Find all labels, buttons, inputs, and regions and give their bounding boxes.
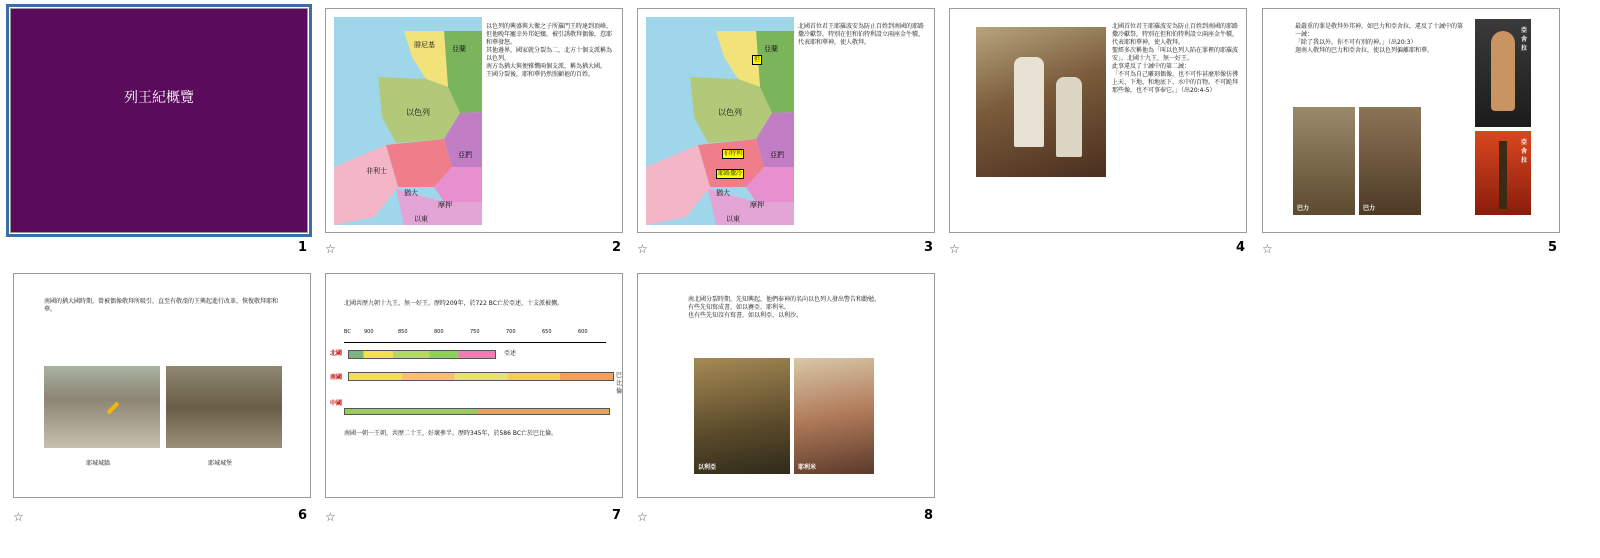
map-label: 摩押: [750, 201, 764, 209]
slide-text: 北國首位君王耶羅波安為防止百姓到南國的耶路撒冷獻祭，特別在但和伯特利設立兩座金牛犢，代表耶和華神，使人敬拜。 聖經多次稱他為「叫以色列人陷在罪裡的耶羅波安」。北國十九王，無一好王。 此事違反了十誡中的第二誡： 「不可為自己雕刻偶像，也不可作甚麼形像彷彿上天、下地、和地底下、水中的百物。不可跪拜那些像，也不可事奉它。」（出20:4-5）: [1112, 23, 1239, 94]
timeline-tick: 900: [364, 329, 374, 335]
timeline-row-label: 南國: [330, 374, 343, 381]
slide-thumbnail-6[interactable]: [13, 273, 311, 498]
star-icon: ☆: [637, 510, 648, 524]
star-icon: ☆: [325, 510, 336, 524]
map-label: 亞捫: [770, 151, 784, 159]
slide-number: 1: [298, 240, 308, 255]
slide-thumbnail-5[interactable]: [1262, 8, 1560, 233]
south-kingdom-bar: [348, 372, 614, 381]
timeline-tick: 600: [578, 329, 588, 335]
slide-thumbnail-4[interactable]: [949, 8, 1247, 233]
slide-text: 以色列的興盛與大衛之子所羅門王時達到頂峰，但他晚年寵幸外邦妃嬪，被引誘敬拜偶像，惹耶和華發怒。 其他邊界，國家就分裂為二，北方十個支派稱為以色列， 南方為猶大與便雅憫兩個支派，稱為猶大國。 王國分裂後，耶和華仍然照顧祂的百姓。: [486, 23, 613, 78]
photo-caption: 耶城城堡: [208, 460, 233, 467]
timeline-row-label: 中國: [330, 400, 343, 407]
timeline-tick: 650: [542, 329, 552, 335]
wall-photo: [44, 366, 160, 448]
map-label: 猶大: [404, 189, 418, 197]
priest-painting: [976, 27, 1106, 177]
photo-caption: 以利亞: [698, 464, 717, 471]
slide-thumbnail-1[interactable]: [10, 8, 308, 233]
photo-caption: 耶利米: [798, 464, 817, 471]
baal-statue-photo: [1293, 107, 1355, 215]
map-label: 亞捫: [458, 151, 472, 159]
slide-thumbnail-3[interactable]: [637, 8, 935, 233]
timeline-row-label: 北國: [330, 350, 343, 357]
map-label-jerusalem: 耶路撒冷: [718, 170, 743, 177]
slide-number: 3: [924, 240, 934, 255]
timeline-tick: 800: [434, 329, 444, 335]
timeline-tick: 850: [398, 329, 408, 335]
map-label: 以東: [726, 215, 740, 223]
jeremiah-painting: [794, 358, 874, 474]
slide-number: 4: [1236, 240, 1246, 255]
slide-text: 最嚴重的罪是敬拜外邦神，如巴力和亞舍拉，違反了十誡中的第一誡： 「除了我以外，你不可有別的神。」（出20:3） 迦南人敬拜的巴力和亞舍拉，使以色列偏離耶和華。: [1295, 23, 1464, 54]
slide-number: 6: [298, 508, 308, 523]
asherah-figurine-photo: [1475, 19, 1531, 127]
slide-text: 北國首位君王耶羅波安為防止百姓到南國的耶路撒冷獻祭，特別在但和伯特利設立兩座金牛犢，代表耶和華神，使人敬拜。: [798, 23, 925, 46]
map-label: 以色列: [718, 108, 742, 117]
map-label: 亞蘭: [452, 45, 466, 53]
baal-statue-photo: [1359, 107, 1421, 215]
map-label: 以色列: [406, 108, 430, 117]
map-label: 猶大: [716, 189, 730, 197]
slide-text: 北國共歷九朝十九王，無一好王。歷時209年，於722 BC亡於亞述，十支派被擄。: [344, 300, 564, 307]
slide-number: 5: [1548, 240, 1558, 255]
map-label: 以東: [414, 215, 428, 223]
north-kingdom-bar: [348, 350, 496, 359]
asherah-figure-photo: [1475, 131, 1531, 215]
star-icon: ☆: [949, 242, 960, 256]
slide-text: 南國一朝一王朝，共歷二十王，好壞參半。歷時345年，於586 BC亡於巴比倫。: [344, 430, 558, 437]
star-icon: ☆: [1262, 242, 1273, 256]
timeline-tick: BC: [344, 329, 351, 335]
photo-caption: 耶城城牆: [86, 460, 111, 467]
timeline-end-label: 巴比倫: [616, 372, 623, 395]
timeline-end-label: 亞述: [504, 350, 517, 357]
star-icon: ☆: [325, 242, 336, 256]
israel-map: [334, 17, 482, 225]
china-bar: [344, 408, 610, 415]
slide-number: 8: [924, 508, 934, 523]
slide-title: 列王紀概覽: [124, 90, 194, 106]
timeline-tick: 750: [470, 329, 480, 335]
map-label-bethel: 伯特利: [724, 150, 743, 157]
slide-text: 南北國分裂時期，先知興起，他們奉神的名向以色列人發出警告和勸勉。 有些先知寫成書，如以賽亞、耶利米。 也有些先知沒有寫書，如以利亞、以利沙。: [688, 296, 881, 319]
israel-map: [646, 17, 794, 225]
slide-thumbnail-8[interactable]: [637, 273, 935, 498]
slide-thumbnail-2[interactable]: [325, 8, 623, 233]
star-icon: ☆: [13, 510, 24, 524]
timeline-ruler: [344, 328, 606, 343]
slide-number: 2: [612, 240, 622, 255]
slide-number: 7: [612, 508, 622, 523]
map-label: 非利士: [366, 167, 387, 175]
slide-thumbnail-7[interactable]: [325, 273, 623, 498]
slide-text: 南國的猶大國時期，曾被偶像敬拜所吸引，直至有敬虔的王興起進行改革，恢復敬拜耶和華。: [44, 298, 279, 313]
map-label-dan: 但: [754, 56, 761, 63]
elijah-painting: [694, 358, 790, 474]
map-label: 腓尼基: [414, 41, 435, 49]
photo-caption: 亞舍拉: [1521, 139, 1528, 164]
map-label: 摩押: [438, 201, 452, 209]
photo-caption: 亞舍拉: [1521, 27, 1528, 52]
fortress-photo: [166, 366, 282, 448]
map-label: 亞蘭: [764, 45, 778, 53]
photo-caption: 巴力: [1363, 205, 1376, 212]
photo-caption: 巴力: [1297, 205, 1310, 212]
star-icon: ☆: [637, 242, 648, 256]
timeline-tick: 700: [506, 329, 516, 335]
